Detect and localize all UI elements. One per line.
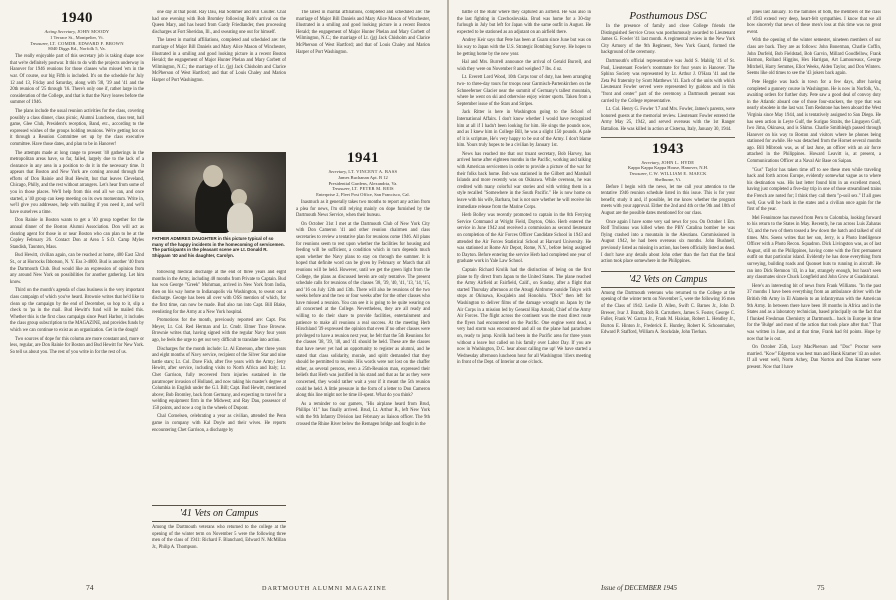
class-officers: Acting Secretary, JOHN MOODY 1 Terrace St., Montpelier, Vt. Treasurer, LT. COMDR. EDWARD F. BROWN 8040 Diggs Rd., Norfolk 5, Va. [30, 29, 124, 52]
father-face [203, 165, 223, 187]
class-officers-1943: Secretary, JOHN L. HYDE Kappa Kappa Kappa House, Hanover, N.H. Treasurer, C.W. WILLIAM E. MAECK Shelburne, Vt. [627, 159, 709, 182]
class-year-heading: 1940 [61, 10, 93, 26]
left-page [0, 0, 447, 600]
father-daughter-photo [152, 152, 286, 232]
class-notes-1941-continued: battle of the Ruhr where they captured an airfield. He was also in the last fighting in Czechoslovakia. Brud was home for a 30-day furlough in July but left for Japan with the same outfit in August. He expected to be stationed as an adjutant on an airfield there. Andrey Keir says that Pete has been at Guam since June but was on his way to Japan with the U.S. Strategic Bombing Survey. He hopes to be getting home by the new year. Hal and Mrs. Burrell announce the arrival of Gerald Burrell, and wish they were on November 8 and weighed 7 lbs. 4 oz. Lt. Everett Lord Wood, 10th Corps tour of duty, has been arranging two- to three-day tours for troops near Garmisch-Partenkirchen on the Schneeferner Glacier near the summit of Germany's tallest mountain, where he went on ski and otherwise enjoy winter sports. Taken from a September issue of the Stars and Stripes. Jack Ritter is here in Washington going to the School of International Affairs. I don't know whether I would have recognized him at all if I hadn't been looking for him. He sings the pounds now, and as I knew him in College Bill, he was a slight 150 pounds. A pale of it is scripture, He's very happy to be out of the Army. I don't blame him. Yours truly hopes to be a civilian by January 1st. News has reached me that our truant secretary, Bob Harvey, has arrived home after eighteen months in the Pacific, working and talking with American servicemen in order to provide a picture of the war for their folks back home. Bob was stationed in the Gilbert and Marshall Islands and more recently was on Okinawa. While overseas, he was credited with many colorful war stories and with writing them in a style recalled "Somewhere in the South Pacific." He is now home on leave with his wife, Barbara, but is not sure whether he will receive his immediate release from the Marine Corps. Herb Bolley was recently promoted to captain in the 8th Ferrying Service Command at Wright Field, Dayton, Ohio. Herb entered the service in June 1942 and received a commission as second lieutenant on completion of the Air Forces Officer Candidate School in 1943 and attended the Air Forces Statistical School at Harvard University. He was stationed at Rome Air Depot, Rome, N.Y., before being assigned to Dayton. Before entering the service Herb had completed one year of graduate work in Yale Law School. Captain Richard Krolik had the distinction of being on the first plane to fly direct from Japan to the United States. The plane reached the Army Airfield at Fairfield, Calif., on Sunday, after a flight that started Thursday afternoon at the Atsugi Airdrome outside Tokyo with stops at Okinawa, Kwajalein and Honolulu. "Dick" then left for Washington to deliver films of the damage wrought on Japan by the Air Corps in a mission led by General Hap Arnold, Chief of the Army Air Forces. The flight across the continent was the most direct route the flyers had encountered on the Pacific. One engine went dead, a very bad storm was encountered and all on the plane had parachutes on, ready to jump. Krolik had been in the Pacific area for three years without a leave but called on his family over Labor Day. If you are now in Washington, D.C. hear about calling me up! We have started a Wednesday afternoon luncheon hour for all Washington '41ers meeting in front of the Dept. of Interior at one o'clock. [457, 10, 591, 366]
column-1943-continued [747, 10, 881, 568]
daughter-figure [227, 203, 253, 233]
class-year-heading-1941: 1941 [347, 150, 379, 166]
page-number-right: 75 [817, 583, 825, 592]
vets-box-title: '41 Vets on Campus [152, 505, 286, 522]
column-1940 [10, 10, 144, 568]
column-1941 [296, 150, 430, 568]
vets-box-41 [152, 500, 286, 551]
vets-box-42-text: Among the Dartmouth veterans who returned to the College at the opening of the winter term on November 5, were the following 16 men of the Class of 1942. Leslie D. Allen, Swift C. Barnes Jr., John D. Brewer, Ivar J. Brandt, Rob R. Carruthers, James S. Foster, George C. Fuller, Frank W. Garran Jr., Frank M. Haisian, Robert L. Hendley Jr., Burton E. Hinton Jr., Frederick E. Huntley, Robert K. Schoonmaker, Edward P. Stafford, William A. Stockdale, John Tierhan. [601, 290, 735, 336]
section-divider [601, 137, 735, 138]
posthumous-dsc-heading: Posthumous DSC [629, 10, 707, 22]
vets-box-text: Among the Dartmouth veterans who returned to the college at the opening of the winter term on November 5 were the following three men of the class of 1941: Richard F. Blanchard, Edward N. McMillan Jr., Philip A. Thompson. [152, 525, 286, 550]
class-notes-1943: Before I begin with the news, let me call your attention to the tentative 1946 reunion schedule listed in this issue. This is for your benefit; study it and, if possible, let me know whether the program meets with your approval. Either the 2nd and 4th or the 9th and 10th of August are the possible dates mentioned for our class. Once again I have some very sad news for you. On October 1 Em. Rolf Trolisnus was killed when the PBY Catalina bomber he was flying crashed into a mountain in the Aleutians. Commissioned in August 1942, he had been overseas six months. John Bushnell, previously listed as missing in action, has been officially listed as dead. I don't have any details about John other than the fact that the fatal action took place somewhere in the Philippines. [601, 184, 735, 265]
column-right-upper [296, 10, 430, 148]
page-number-left: 74 [86, 583, 94, 592]
magazine-title-footer: DARTMOUTH ALUMNI MAGAZINE [262, 585, 387, 592]
class-notes-1940: The really enjoyable part of this secretary job is taking shape now that we're definitely postwar. It this to do with the projects underway in Hanover for 1946 reunions for those classes who missed 'em in the war. Of course, our big Fifth is included. It's on the schedule for July 12 and 13, Friday and Saturday, along with '38, '39 and '41 and the 20th reunion of '25 through '16. There's only one if, rather large in the consideration of the College, and that is that the Navy leaves before the summer of 1946. The plans include the usual reunion activities for the class, covering possibly a class dinner, class picnic, Alumni Luncheon, class tent, ball game, Glee Club, President's reception, Band, etc., according to the expressed wishes of the groups holding reunions. We're getting hot on it through a Reunion Committee set up by the class executive committee. Have those dates, and plan to be in Hanover! The attempts made at long range to present '40 gatherings in the metropolitan areas have, so far, failed, largely due to the lack of a clearance in any area in a position to do it in the necessary time. It appears that Boston and New York are coming around through the efforts of Don Rainie and Bud Hewitt, but that leaves Cleveland, Chicago, Philly, and the rest without arrangers. Let's hear from some of you in those places. We'll help from this end all we can, and once started, a '40 group can keep meeting on its own momentum. Write in, we'll give you addresses, help with mailing if you need it, and we'll have ourselves a time. Don Rainie in Boston wants to get a '40 group together for the annual dinner of the Boston Alumni Association. Don will act as clearing agent for those in or near Boston who can plan to be at the Copley February 26. Contact Don at Area 5 S.O. Camp Myles Standish, Taunton, Mass. Bud Hewitt, civilian again, can be reached at home, 400 East 52nd St., or at Horrocks Ibbotson, N. Y. Ess 3-4000. Bud is another '40 from the Dartmouth Club. Bud would like an expression of opinion from any around New York on possibilities for another gathering. Let him know. Third on the month's agenda of class business is the very important class campaign of which you've heard. Brownie writes that he'd like to clean up the campaign by the end of December, so hop to it, slip a check to 'pa in the mail. Bud Hewitt's fund will be mailed this. Whether this is the first class campaign since Pearl Harbor, it includes the class group subscription to the MAGAZINE, and provides funds by which we can continue to exist as an organization. Get in the dough! Two sources of dope for this column are more constant and, more or less, regular, are Don Rainie for Boston and Bud Hewitt for New York. So tell us about you. The rest of you write in for the rest of us. [10, 54, 144, 355]
class-year-heading-1943: 1943 [652, 140, 684, 157]
class-notes-1943-continued: pines last January. To the families of both, the members of the class of 1943 extend very deep, heart-felt sympathies. I know that we all bow sincerely that news of these men's loss at this time was no great event. With the opening of the winter semester, nineteen members of our class are back. They are as follows: John Bonerman, Charlie Coffin, John Dorfeld, Bob Fieldstad, Bob Garvin, Millard Goodfellow, Frank Harmon, Rolland Higgins, Hex Harrigan, Art Lamoureaux, George Mitchell, Harry Semmes, Eliot Weeks, Alden Taylor, and Don Winters. Seems like old times to see the '43 jokers back again. Pete Heggie was back in town for a few days, after having completed a gunnery course in Washington. He is now in Norfolk, Va., awaiting orders for further duty. Pete saw a good deal of convoy duty in the Atlantic aboard one of those four-stackers, the type that was nearly obsolete in the last war. Tom Redstone has been aboard the West Virginia since May 1944, and is tentatively assigned to San Diego. He has seen action in Leyte Gulf, the Surigao Straits, the Lingayen Gulf, Iwo Jima, Okinawa, and is Shimo. Charlie Smithleigh passed through Hanover on his way to Boston and visitors where he phones being stationed for awhile. He was detached from the Hornet several months ago. Bill Mibrook was, as of last June, an officer with an air force attached in the Philippines. Howard Leavitt is, at present, a Communications Officer at a Naval Air Base on Saipan. "Gus" Taylor has taken time off to see these men while traveling back and forth across Europe, evidently somewhat vague as to where his destination was. His last letter found him in an excellent mood, having just completed a five-day trip in one of those streamlined trains the French are noted for; I think they call them "p-soil sex." If all goes well, Gus will be back in the states and a civilian once again for the first of the year. Mel Fennimore has moved from Peru to Colombia, looking forward to his return to the States in May. Recently, he ran across Luis Zaharas '43, and the two of them tossed a few down the hatch and talked of old times. Mrs. Soens writes that her son, Jerry, is a Photo Intelligence Officer with a Photo Recon. Squadron. Dick Livingston was, as of last August, still on the Philippines, having come with the first permanent outfit on that particular island. Evidently he has done everything from surveying, building roads and Quonset huts to running in aircraft. He ran into Dick Remnon '43, in a bar, strangely enough, but hasn't seen any classmates since Chuck Longfield and John Grow at Guadalcanal. Here's an interesting bit of news from Frank Williams. "In the past 37 months I have been everything from an ambulance driver with the British 8th Army in El Alamein to an infantryman with the American 9th Army. In between there have been 18 months in Africa and in the States and as a laboratory technician, based principally on the fact that I flunked Freshman Chemistry at Dartmouth... back in Europe in time for the 'Bulge' and most of the action that took place after that." That was written in June, and at that time, Frank had 84 points. Hope by now that he is out. On October 25th, Lucy MacPherson and "Doc" Proctor were married. "Kow" Edgerton was best man and Hank Kramer '43 an usher. If all went well, Norm Achey, Dan Norton and Dan Kramer were present. Now that I have [747, 10, 881, 370]
vets-box-42-title: '42 Vets on Campus [601, 271, 735, 288]
column-1941-continued [457, 10, 591, 568]
column-posthumous-and-1943 [601, 10, 735, 568]
class-notes-continued: one day at that point. Ray Dau, Hal Sommer and Bill Coulter. Chal had one evening with Bob Bromley following Bob's arrival on the Queen Mary, and has heard from Gardy Friedlander, then processing discharges at Fort Sheridan, Ill., and sweating one out for himself. The latest in marital affiliations, completed and scheduled are: the marriage of Major Bill Daniels and Mary Alice Mason of Winchester, illustrated in a smiling and good looking picture in a recent Boston Herald; the engagement of Major Hunter Phelan and Mary Corbett of Wilmington, N.C.; the marriage of Lt. (jg) Jack Chisholm and Clarice McPherson of West Hartford; and that of Louis Chaley and Marion Harper of Port Washington. [152, 10, 286, 83]
issue-date-footer: Issue of DECEMBER 1945 [601, 584, 678, 592]
posthumous-dsc-text: In the presence of family and close College friends the Distinguished Service Cross was posthumously awarded to Lieutenant James G. Fowler '41 last month. A regimental review in the New York City Armory of the 9th Regiment, New York Guard, formed the background of the ceremony. Dartmouth's official representative was Judd S. Mahlig '41 of St. Paul, Lieutenant Fowler's roommate for four years in Hanover. The Sphinx Society was represented by Lt. Arthur J. O'Hara '41 and the Zeta Psi fraternity by Scott Matthews '41. Each of the units with which Lieutenant Fowler served were represented by guidons and in this "front and center" part of the ceremony a Dartmouth pennant was carried by the College representative. Lt. Col. Henry G. Fowler '17 and Mrs. Fowler, James's parents, were honored guests at the memorial review. Lieutenant Fowler entered the Army May 25, 1942, and served overseas with the 1st Ranger Battalion. He was killed in action at Cisterna, Italy, January 30, 1944. [601, 24, 735, 132]
photo-caption: FATHER ADMIRES DAUGHTER in this picture typical of so many of the happy incidents in the homecoming of servicemen. The participants in the pleasant scene are Lt. Donald R. Shippam '40 and his daughter, Carolyn. [152, 236, 285, 258]
class-notes-top-right: The latest in marital affiliations, completed and scheduled are: the marriage of Major Bill Daniels and Mary Alice Mason of Winchester, illustrated in a smiling and good looking picture in a recent Boston Herald; the engagement of Major Hunter Phelan and Mary Corbett of Wilmington, N.C.; the marriage of Lt. (jg) Jack Chisholm and Clarice McPherson of West Hartford; and that of Louis Chaley and Marion Harper of Port Washington. [296, 10, 430, 55]
class-notes-lower: following medical discharge at the end of three years and eight months in the Army, including 48 months from Private to Captain. Bud has won George "Greek" Mohrman, arrived in New York from India, then on his way home to Indianapolis via Washington, to sweat out a discharge. George has been all over with OSS mention of which, for the first time, can now be made. Bud also ran into Capt. Bill Blake, reenlisting for the Army at a New York hospital. Promotions for the month, previously reported are: Capt. Pax Meyer, Lt. Col. Red Herman and Lt. Cmdr. Elmer Tuxe Browne. Brownie writes that, having signed with the regular Navy four years ago, he feels the urge to get out very difficult to translate into action. Discharges for the month include: Lt. Al Emerson, after three years and eight months of Navy service, recipient of the Silver Star and nine battle stars; Lt. Col. Dave Fish, after five years with the Army; Jerry Hewitt, after service, including visits to North Africa and Italy; Lt. Chet Garrison, fully recovered from injuries sustained in the paratrooper invasion of Holland, and now taking his master's degree at Columbia in English under the G.I. Bill; Capt. Bud Hewitt, mentioned above; Bob Bromley, back from Germany, and expecting to travel for a welding equipment firm in the Midwest; and Ray Dau, possessor of 150 points, and now a cog in the wheels of Dupont. Chal Cornelsen, celebrating a year as civilian, attended the Penn game in company with Kal Doyle and their wives. He reports encountering Chet Garrison, a discharge by [152, 270, 286, 433]
right-page [449, 0, 896, 600]
class-officers-1941: Secretary, LT. VINCENT A. BASS James Buchanan Apt. B 12 Presidential Gardens, Alexandria, Va. Treasurer, LT. PETER M. REIS Enterprise 2, Fleet Post Office, San Francisco, Cal. [316, 169, 410, 198]
class-notes-1941: Inasmuch as it generally takes two months to report any action from a plea for news, I'm still relying mainly on dope furnished by the Dartmouth News Service, when their bureau. On October 31st I met at the Dartmouth Club of New York City with Don Cameron '41 and other reunion chairmen and class secretaries to review a tentative plan for reunions come 1946. All plans for reunions seem to rest upon whether the facilities for housing and feeding will be sufficient, a condition which in turn depends much upon whether the Navy plans to stay on through the summer. It is hoped that definite word can be given by February or March that all reunions will be held. However, until we get the green light from the College, the plans as discussed herein are only tentative. The present schedule calls for reunions of the classes '38, '39, '40, '41, '13, '14, '15, and '16 on July 12th and 13th. There will also be reunions of the two weeks before and the two or four weeks after for the other classes who have missed a reunion. You can see it is going to be quite wearing on all concerned at the College. Nevertheless, they are all ready and willing to do their share to provide facilities, entertainment and patience to make all reunions a real success. At the meeting Herb Hirschland '39 expressed the opinion that even if no other classes were privileged to have a reunion next year, he felt that the 5th Reunions for the classes '38, '39, '40, and '41 should be held. These are the classes that have never yet had an opportunity to register as alumni, and he stated that class solidarity, morale, and spirit demanded that they should be permitted to reunite. His words were not lost on the chaffer either, as several persons, even a 25th-Reunion man, expressed their beliefs that Herb was justified in his stand and that as far as they were concerned, they would rather wait a year if it meant the 5th reunion could be held. A little pressure in the form of a letter to Don Cameron along this line might not be time ill-spent. What do you think? As a reminder to our gamers, "His airplane heard from Brud, Phillips '41" has finally arrived. Brud, Lt. Arthur R., left New York with the 9th Infantry Division last February as liaison officer. The 9th crossed the Rhine River below the Remagen bridge and fought in the [296, 199, 430, 427]
